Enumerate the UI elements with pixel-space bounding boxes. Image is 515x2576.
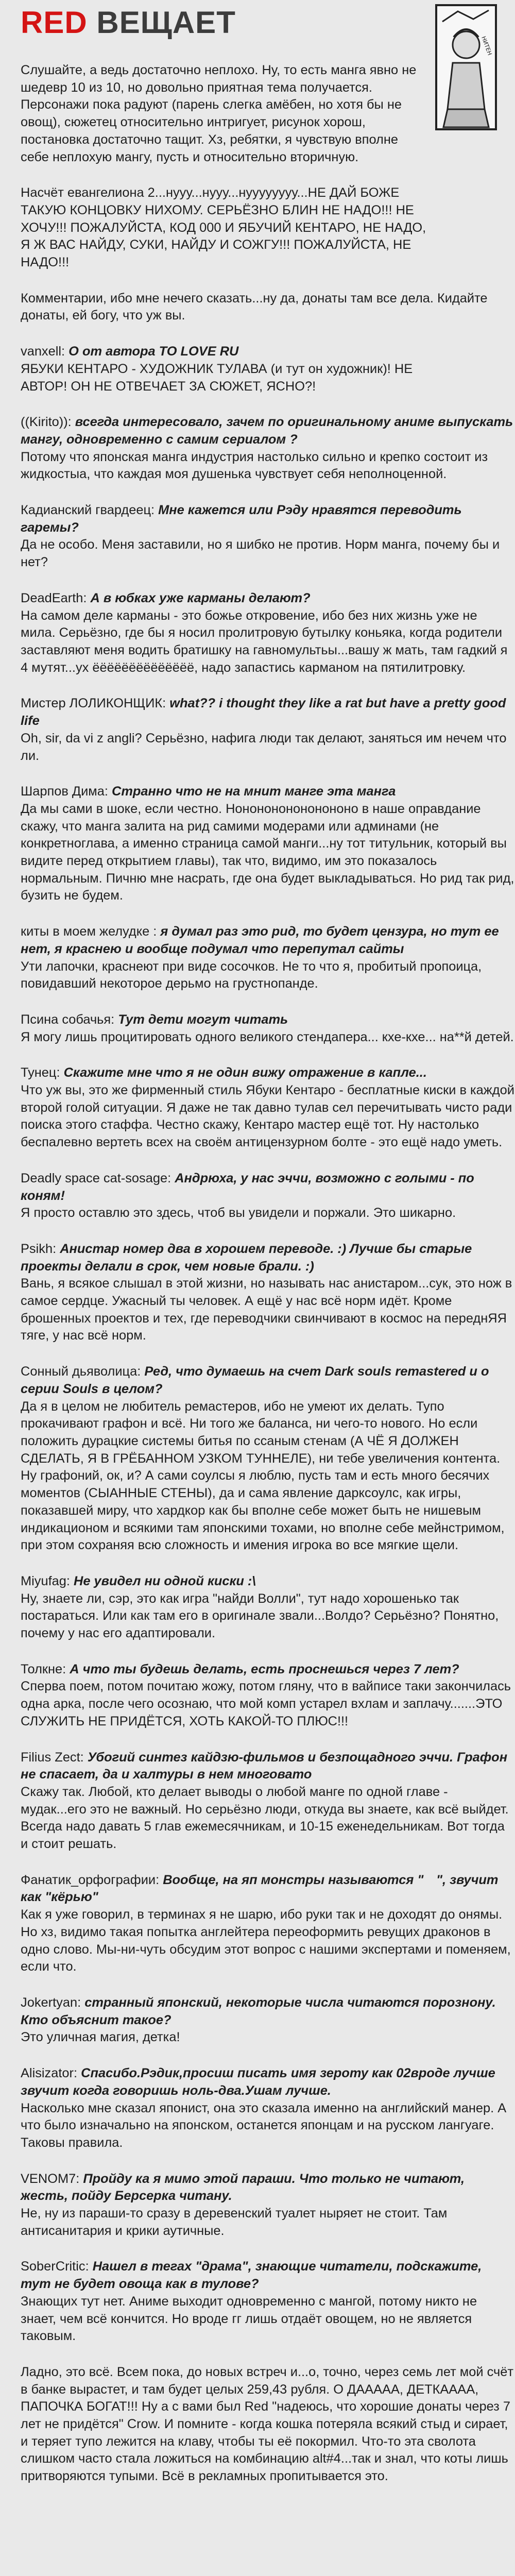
intro-text-2: Насчёт евангелиона 2...нууу...нууу...нуууууууу...НЕ ДАЙ БОЖЕ ТАКУЮ КОНЦОВКУ НИХОМУ. СЕРЬЁЗНО БЛИН НЕ НАДО!!! НЕ ХОЧУ!!! ПОЖАЛУЙСТА, КОД 000 И ЯБУЧИЙ КЕНТАРО, НЕ НАДО, Я Ж ВАС НАЙДУ, СУКИ, НАЙДУ И СОЖГУ!!! ПОЖАЛУЙСТА, НЕ НАДО!!!	[21, 185, 426, 270]
comment-question-line	[21, 1170, 515, 1205]
comment-answer: Да не особо. Меня заставили, но я шибко не против. Норм манга, почему бы и нет?	[21, 537, 500, 570]
commenter-nickname: DeadEarth:	[21, 590, 87, 605]
comment-answer: Oh, sir, da vi z angli? Серьёзно, нафига люди так делают, заняться им нечем что ли.	[21, 731, 507, 763]
comment-question-line	[21, 1661, 515, 1679]
commenter-nickname: Толкне:	[21, 1662, 66, 1676]
commenter-nickname: Filius Zect:	[21, 1750, 84, 1765]
comment-question-line	[21, 343, 427, 361]
comment-question: Андрюха, у нас эччи, возможно с голыми - по коням!	[21, 1171, 474, 1203]
comment-question: А что ты будешь делать, есть проснешься через 7 лет?	[70, 1662, 459, 1676]
comment-answer: Ну, знаете ли, сэр, это как игра "найди Волли", тут надо хорошенько так постараться. Или как там его в оригинале звали...Волдо? Серьёзно? Понятно, почему у нас его адаптировали.	[21, 1591, 499, 1641]
comment-block	[21, 1872, 515, 1976]
comment-question: Пройду ка я мимо этой параши. Что только не читают, жесть, пойду Берсерка читану.	[21, 2171, 465, 2204]
brand-red: RED	[21, 5, 88, 40]
commenter-nickname: ((Kirito)):	[21, 415, 72, 430]
commenter-nickname: киты в моем желудке :	[21, 924, 157, 939]
comment-answer: Да я в целом не любитель ремастеров, ибо не умеют их делать. Тупо прокачивают графон и всё. Ни того же баланса, ни чего-то нового. Но если положить дурацкие системы битья по ссаным стенам (А ЧЁ Я ДОЛЖЕН СДЕЛАТЬ, Я В ГРЁБАННОМ УЗКОМ ТУННЕЛЕ), ни тебе увеличения контента. Ну графоний, ок, и? А сами соулсы я люблю, пусть там и есть много бесячих моментов (СЫАННЫЕ СТЕНЫ), да и сама явление дарксоулс, как игры, показавшей миру, что хардкор как бы вполне себе может быть не нишевым индикационом и всякими там японскими тохами, но вполне себе мейнстримом, при этом сохраняя всю сложность и имения игрока во все мягкие щели.	[21, 1399, 505, 1553]
comment-question-line	[21, 1749, 515, 1784]
comment-answer: Да мы сами в шоке, если честно. Нононононононононо в наше оправдание скажу, что манга залита на рид самими модерами или админами (не конкретноглава, а именно страница самой манги...ну тот титульник, который вы видите перед открытием главы), так что, видимо, им это показалось нормальным. Пичню мне насрать, где она будет выкладываться. Но рид так рид, бузить не будем.	[21, 801, 514, 903]
comment-block	[21, 1170, 515, 1222]
comment-question-line	[21, 2258, 515, 2293]
comment-question-line	[21, 1573, 515, 1590]
comment-question: я думал раз это рид, то будет цензура, но тут ее нет, я краснею и вообще подумал что перепутал сайты	[21, 924, 499, 956]
comment-question: Мне кажется или Рэду нравятся переводить гаремы?	[21, 503, 462, 535]
comment-answer: Как я уже говорил, в терминах я не шарю, ибо руки так и не доходят до онямы. Но хз, видимо такая попытка англейтера переоформить ревущих драконов в одно слово. Мы-ни-чуть обсудим этот вопрос с нашими экспертами и поменяем, если что.	[21, 1907, 511, 1974]
commenter-nickname: Сонный дьяволица:	[21, 1364, 141, 1379]
comment-answer: ЯБУКИ КЕНТАРО - ХУДОЖНИК ТУЛАВА (и тут он художник)! НЕ АВТОР! ОН НЕ ОТВЕЧАЕТ ЗА СЮЖЕТ, ЯСНО?!	[21, 361, 413, 394]
comment-question-line	[21, 1011, 515, 1029]
comment-answer: Это уличная магия, детка!	[21, 2030, 180, 2045]
comment-question: всегда интересовало, зачем по оригинальному аниме выпускать мангу, одновременно с самим сериалом ?	[21, 415, 513, 447]
comment-question-line	[21, 1064, 515, 1082]
intro-paragraph-1	[21, 62, 515, 166]
comment-answer: Знающих тут нет. Аниме выходит одновременно с мангой, потому никто не знает, чем всё кончится. Но вроде гг лишь отдаёт овощем, но не является таковым.	[21, 2294, 477, 2344]
commenter-nickname: Miyufag:	[21, 1573, 70, 1588]
thumbnail-caption: НИТЕН	[480, 35, 493, 57]
comment-answer: Что уж вы, это же фирменный стиль Ябуки Кентаро - бесплатные киски в каждой второй голой ситуации. Я даже не так давно тулав сел перечитывать чисто ради поиска этого стаффа. Честно скажу, Кентаро мастер ещё тот. Ну настолько беспалевно вертеть всех на своём антицензурном болте - это ещё надо уметь.	[21, 1083, 514, 1150]
comment-block	[21, 1994, 515, 2046]
commenter-nickname: VENOM7:	[21, 2171, 80, 2186]
comment-block	[21, 502, 515, 571]
comment-question: what?? i thought they like a rat but have a pretty good life	[21, 696, 506, 728]
comment-block	[21, 1011, 515, 1046]
comments-list	[21, 343, 515, 2485]
intro-text-3: Комментарии, ибо мне нечего сказать...ну да, донаты там все дела. Кидайте донаты, ей богу, что уж вы.	[21, 291, 488, 323]
commenter-nickname: vanxell:	[21, 344, 65, 359]
commenter-nickname: Deadly space cat-sosage:	[21, 1171, 171, 1185]
intro-paragraph-3	[21, 290, 515, 325]
intro-paragraph-2	[21, 184, 515, 272]
comment-answer: Ладно, это всё. Всем пока, до новых встреч и...о, точно, через семь лет мой счёт в банке вырастет, и там будет целых 259,43 рубля. О ДААААА, ДЕТКАААА, ПАПОЧКА БОГАТ!!! Ну а с вами был Red "надеюсь, что хорошие донаты через 7 лет не придётся" Crow. И помните - когда кошка потеряла всякий стыд и сирает, и теряет тупо лежится на клаву, чтобы ты её покормил. Что-то эта сволота слишком часто стала ложиться на комбинацию alt#4...так и знал, что коты лишь притворяются тупыми. Всё в рекламных пропитывается это.	[21, 2364, 513, 2484]
header	[0, 0, 515, 57]
comment-question: Странно что не на мнит манге эта манга	[112, 784, 396, 799]
comment-question-line	[21, 1241, 515, 1275]
commenter-nickname: SoberCritic:	[21, 2259, 89, 2274]
comment-answer: Вань, я всякое слышал в этой жизни, но называть нас анистаром...сук, это нож в самое сердце. Ужасный ты человек. А ещё у нас всё норм идёт. Кроме брошенных проектов и тех, где переводчики свинчивают в космос на переднЯЯ тяге, у нас всё норм.	[21, 1276, 512, 1343]
comment-block	[21, 1749, 515, 1853]
commenter-nickname: Тунец:	[21, 1065, 60, 1080]
commenter-nickname: Псина собачья:	[21, 1012, 115, 1027]
comment-question: Вообще, на яп монстры называются "ᅟ", звучит как "кёрью"	[21, 1872, 499, 1905]
comment-question: О от автора TO LOVE RU	[68, 344, 239, 359]
comment-block	[21, 414, 515, 483]
comment-block	[21, 590, 515, 677]
comment-question: Ред, что думаешь на счет Dark souls remastered и о серии Souls в целом?	[21, 1364, 489, 1396]
comment-question-line	[21, 1363, 515, 1398]
comment-question-line	[21, 1994, 515, 2029]
comment-question: А в юбках уже карманы делают?	[90, 590, 311, 605]
comment-question: Убогий синтез кайдзю-фильмов и безпощадного эччи. Графон не спасает, да и халтуры в нем многовато	[21, 1750, 508, 1782]
commenter-nickname: Мистер ЛОЛИКОНЩИК:	[21, 696, 166, 711]
comment-block	[21, 923, 515, 993]
comment-answer: Не, ну из параши-то сразу в деревенский туалет ныряет не стоит. Там антисанитария и крики аутичные.	[21, 2206, 448, 2238]
comment-block	[21, 1064, 515, 1151]
comment-question-line	[21, 590, 515, 607]
comment-block	[21, 695, 515, 765]
commenter-nickname: Кадианский гвардеец:	[21, 503, 155, 518]
commenter-nickname: Jokertyan:	[21, 1995, 81, 2010]
comment-block	[21, 2065, 515, 2152]
commenter-nickname: Psikh:	[21, 1241, 57, 1256]
comment-block	[21, 1661, 515, 1731]
commenter-nickname: Шарпов Дима:	[21, 784, 108, 799]
comment-block	[21, 2364, 515, 2485]
comment-block	[21, 1241, 515, 1345]
comment-block	[21, 783, 515, 905]
commenter-nickname: Alisizator:	[21, 2066, 78, 2081]
comment-question-line	[21, 1872, 515, 1906]
comment-question-line	[21, 783, 515, 801]
comment-question-line	[21, 502, 515, 536]
commenter-nickname: Фанатик_орфографии:	[21, 1872, 160, 1887]
comment-question-line	[21, 2171, 515, 2205]
comment-block	[21, 2258, 515, 2345]
comment-question-line	[21, 2065, 515, 2099]
comment-question: Не увидел ни одной киски :\	[74, 1573, 256, 1588]
comment-answer: Насколько мне сказал японист, она это сказала именно на английский манер. А что было изначально на японском, останется японцам и на русском лангуаге. Таковы правила.	[21, 2100, 507, 2150]
comment-answer: Ути лапочки, краснеют при виде сосочков. Не то что я, пробитый пропоица, повидавший некоторое дерьмо на грустнопанде.	[21, 959, 482, 991]
comment-block	[21, 1363, 515, 1554]
comment-question: Тут дети могут читать	[118, 1012, 288, 1027]
comment-question-line	[21, 923, 515, 958]
intro-text-1: Слушайте, а ведь достаточно неплохо. Ну, то есть манга явно не шедевр 10 из 10, но довольно приятная тема получается. Персонажи пока радуют (парень слегка амёбен, но хотя бы не овощ), сюжетец относительно интригует, рисунок хорош, постановка достаточно тащит. Хз, ребятки, я чувствую вполне себе неплохую мангу, пусть и относительно вторичную.	[21, 63, 417, 164]
comment-question: странный японский, некоторые числа читаются порознону. Кто объяснит такое?	[21, 1995, 496, 2027]
comment-block	[21, 343, 515, 395]
comment-block	[21, 2171, 515, 2240]
comment-block	[21, 1573, 515, 1642]
comment-answer: На самом деле карманы - это божье откровение, ибо без них жизнь уже не мила. Серьёзно, где бы я носил пролитровую бутылку коньяка, когда родители заставляют меня водить братишку на гавномультьы...вашу ж мать, там гадкий я 4 мутят...ух ёёёёёёёёёёёёёё, надо запастись карманом на пятилитровку.	[21, 608, 508, 675]
comment-answer: Сперва поем, потом почитаю жожу, потом гляну, что в вайписе таки закончилась одна арка, после чего осознаю, что мой комп устарел вхлам и заплачу.......ЭТО СЛУЖИТЬ НЕ ПРИДЁТСЯ, ХОТЬ КАКОЙ-ТО ПЛЮС!!!	[21, 1679, 511, 1728]
comment-question: Нашел в тегах "драма", знающие читатели, подскажите, тут не будет овоща как в тулове?	[21, 2259, 482, 2292]
comment-question: Анистар номер два в хорошем переводе. :) Лучше бы старые проекты делали в срок, чем новые брали. :)	[21, 1241, 472, 1274]
comment-question-line	[21, 695, 515, 730]
comment-question: Спасибо.Рэдик,просиш писать имя зероту как 02вроде лучше звучит когда говоришь ноль-два.Ушам лучше.	[21, 2066, 495, 2098]
comment-question: Скажите мне что я не один вижу отражение в капле...	[63, 1065, 427, 1080]
brand-rest: ВЕЩАЕТ	[96, 5, 236, 40]
brand-title	[21, 7, 236, 38]
comment-answer: Я могу лишь процитировать одного великого стендапера... кхе-кхе... на**й детей.	[21, 1029, 514, 1044]
article-body	[21, 62, 515, 2504]
comment-answer: Скажу так. Любой, кто делает выводы о любой манге по одной главе - мудак...его это не важный. Но серьёзно люди, откуда вы знаете, как всё выйдет. Всегда надо давать 5 глав ежемесячникам, и 10-15 еженедельникам. Вот тогда и стоит решать.	[21, 1784, 509, 1852]
comment-question-line	[21, 414, 515, 448]
comment-answer: Я просто оставлю это здесь, чтоб вы увидели и поржали. Это шикарно.	[21, 1206, 456, 1221]
comment-answer: Потому что японская манга индустрия настолько сильно и крепко состоит из жидкостыа, что каждая моя душенька чувствует себя неполноценной.	[21, 449, 488, 482]
